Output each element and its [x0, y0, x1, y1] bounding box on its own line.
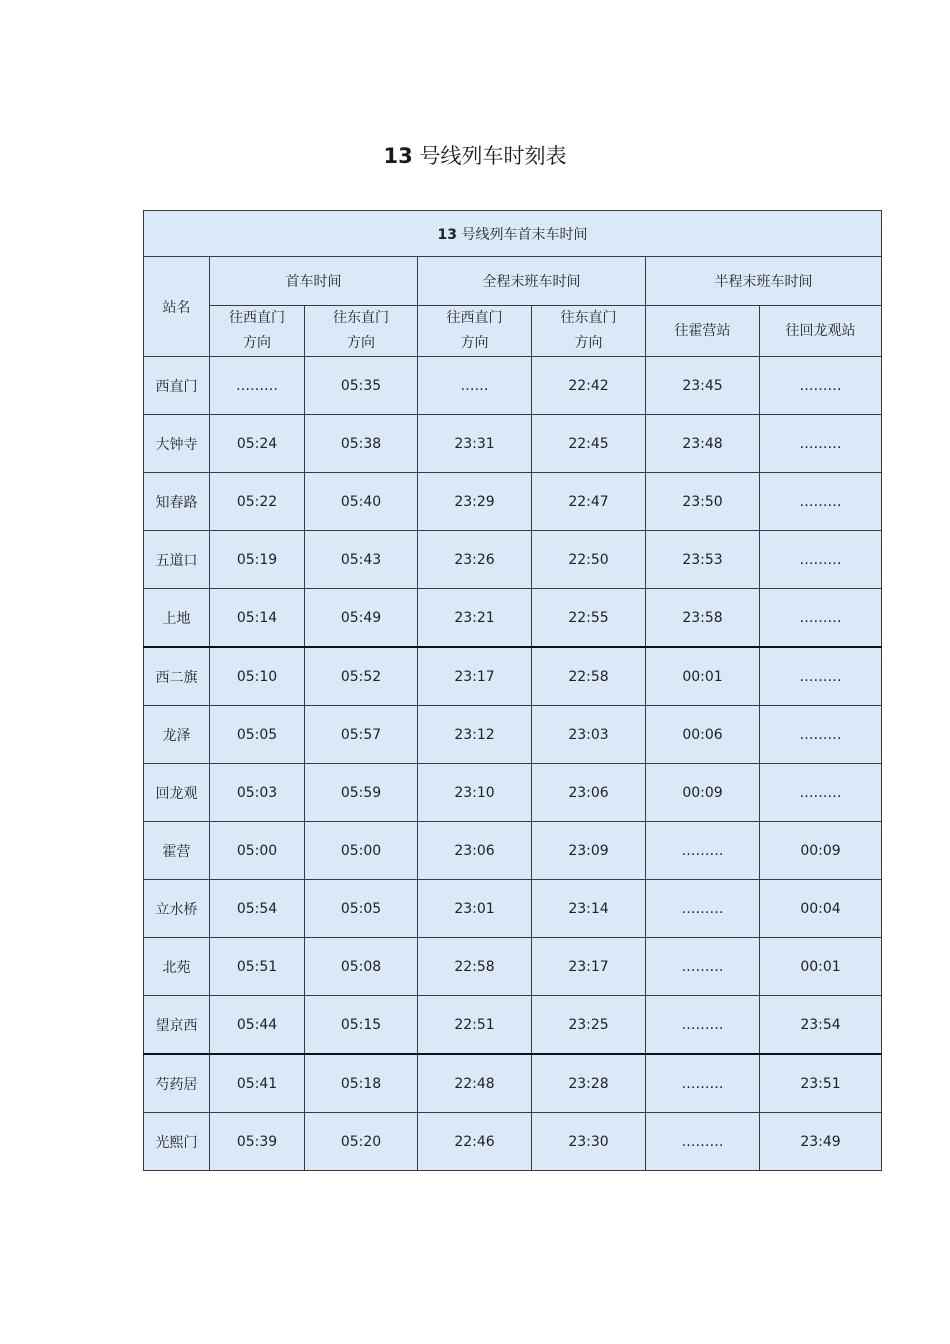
time-cell: 23:10	[418, 764, 532, 822]
time-cell: 23:01	[418, 880, 532, 938]
table-row	[144, 415, 882, 473]
time-cell: ………	[646, 1113, 760, 1171]
time-cell: 23:26	[418, 531, 532, 589]
sub-header-half-huilongguan: 往回龙观站	[760, 306, 882, 357]
time-cell: 23:53	[646, 531, 760, 589]
time-cell: 00:01	[760, 938, 882, 996]
time-cell: 05:24	[210, 415, 305, 473]
time-cell: ………	[646, 822, 760, 880]
station-name-cell: 霍营	[144, 822, 210, 880]
time-cell: 00:04	[760, 880, 882, 938]
time-cell: 00:06	[646, 706, 760, 764]
sub-header-line: 方向	[243, 335, 271, 351]
time-cell: 23:54	[760, 996, 882, 1055]
time-cell: 23:58	[646, 589, 760, 648]
sub-header-row	[144, 306, 882, 357]
station-name-cell: 光熙门	[144, 1113, 210, 1171]
time-cell: 05:00	[210, 822, 305, 880]
page-title-text: 号线列车时刻表	[419, 144, 567, 168]
time-cell: 05:38	[305, 415, 418, 473]
time-cell: 22:55	[532, 589, 646, 648]
time-cell: 05:14	[210, 589, 305, 648]
time-cell: 23:03	[532, 706, 646, 764]
time-cell: 23:51	[760, 1054, 882, 1113]
station-name-cell: 西二旗	[144, 647, 210, 706]
time-cell: 05:08	[305, 938, 418, 996]
station-name-cell: 知春路	[144, 473, 210, 531]
sub-header-line: 往东直门	[560, 310, 617, 326]
time-cell: 23:45	[646, 357, 760, 415]
time-cell: 22:42	[532, 357, 646, 415]
table-row	[144, 589, 882, 648]
time-cell: 23:14	[532, 880, 646, 938]
time-cell: 22:58	[418, 938, 532, 996]
time-cell: 00:09	[760, 822, 882, 880]
sub-header-line: 方向	[460, 335, 489, 351]
table-row	[144, 647, 882, 706]
time-cell: 05:51	[210, 938, 305, 996]
sub-header-line: 方向	[574, 335, 603, 351]
time-cell: 23:12	[418, 706, 532, 764]
time-cell: 05:41	[210, 1054, 305, 1113]
time-cell: ………	[760, 531, 882, 589]
time-cell: 23:30	[532, 1113, 646, 1171]
group-header-row	[144, 257, 882, 306]
time-cell: ………	[646, 880, 760, 938]
timetable	[143, 210, 882, 1171]
table-row	[144, 531, 882, 589]
time-cell: 00:01	[646, 647, 760, 706]
time-cell: ……	[418, 357, 532, 415]
sub-header-first-east	[305, 306, 418, 357]
time-cell: 22:51	[418, 996, 532, 1055]
time-cell: 22:46	[418, 1113, 532, 1171]
page-title-number: 13	[383, 144, 413, 168]
table-row	[144, 706, 882, 764]
time-cell: 23:49	[760, 1113, 882, 1171]
time-cell: 23:25	[532, 996, 646, 1055]
time-cell: ………	[760, 764, 882, 822]
table-row	[144, 1113, 882, 1171]
station-name-cell: 北苑	[144, 938, 210, 996]
time-cell: 22:45	[532, 415, 646, 473]
station-name-cell: 五道口	[144, 531, 210, 589]
table-row	[144, 357, 882, 415]
station-name-cell: 立水桥	[144, 880, 210, 938]
time-cell: 22:50	[532, 531, 646, 589]
time-cell: 05:35	[305, 357, 418, 415]
group-header-first-train: 首车时间	[210, 257, 418, 306]
time-cell: 23:09	[532, 822, 646, 880]
time-cell: 23:17	[418, 647, 532, 706]
time-cell: 05:44	[210, 996, 305, 1055]
table-row	[144, 938, 882, 996]
time-cell: ………	[760, 415, 882, 473]
time-cell: 05:05	[210, 706, 305, 764]
time-cell: 05:18	[305, 1054, 418, 1113]
time-cell: 05:43	[305, 531, 418, 589]
time-cell: 05:10	[210, 647, 305, 706]
station-name-cell: 龙泽	[144, 706, 210, 764]
time-cell: 23:50	[646, 473, 760, 531]
table-row	[144, 764, 882, 822]
time-cell: 00:09	[646, 764, 760, 822]
time-cell: ………	[210, 357, 305, 415]
sub-header-line: 往东直门	[333, 310, 389, 326]
sub-header-line: 往西直门	[229, 310, 285, 326]
time-cell: 22:58	[532, 647, 646, 706]
time-cell: 23:29	[418, 473, 532, 531]
time-cell: 05:52	[305, 647, 418, 706]
group-header-last-full: 全程末班车时间	[418, 257, 646, 306]
table-title-text: 号线列车首末车时间	[461, 226, 588, 243]
sub-header-line: 方向	[347, 335, 375, 351]
time-cell: 23:31	[418, 415, 532, 473]
station-column-header: 站名	[144, 257, 210, 357]
time-cell: 05:59	[305, 764, 418, 822]
time-cell: 05:19	[210, 531, 305, 589]
station-name-cell: 回龙观	[144, 764, 210, 822]
time-cell: 05:03	[210, 764, 305, 822]
time-cell: ………	[646, 1054, 760, 1113]
sub-header-first-west	[210, 306, 305, 357]
time-cell: ………	[760, 706, 882, 764]
time-cell: ………	[760, 589, 882, 648]
time-cell: 05:20	[305, 1113, 418, 1171]
time-cell: 05:40	[305, 473, 418, 531]
table-row	[144, 822, 882, 880]
time-cell: ………	[646, 996, 760, 1055]
time-cell: 23:06	[532, 764, 646, 822]
time-cell: 22:48	[418, 1054, 532, 1113]
group-header-last-half: 半程末班车时间	[646, 257, 882, 306]
time-cell: 23:17	[532, 938, 646, 996]
station-name-cell: 芍药居	[144, 1054, 210, 1113]
time-cell: 05:57	[305, 706, 418, 764]
time-cell: 05:22	[210, 473, 305, 531]
station-name-cell: 上地	[144, 589, 210, 648]
time-cell: 22:47	[532, 473, 646, 531]
sub-header-full-west	[418, 306, 532, 357]
time-cell: 23:21	[418, 589, 532, 648]
time-cell: 05:15	[305, 996, 418, 1055]
station-name-cell: 西直门	[144, 357, 210, 415]
time-cell: ………	[760, 357, 882, 415]
table-row	[144, 1054, 882, 1113]
time-cell: ………	[760, 647, 882, 706]
time-cell: 23:48	[646, 415, 760, 473]
station-name-cell: 望京西	[144, 996, 210, 1055]
table-title-number: 13	[437, 226, 458, 243]
time-cell: 05:49	[305, 589, 418, 648]
time-cell: ………	[760, 473, 882, 531]
table-row	[144, 880, 882, 938]
table-row	[144, 996, 882, 1055]
time-cell: 23:06	[418, 822, 532, 880]
time-cell: 05:39	[210, 1113, 305, 1171]
time-cell: ………	[646, 938, 760, 996]
time-cell: 23:28	[532, 1054, 646, 1113]
page-title	[0, 141, 950, 171]
time-cell: 05:00	[305, 822, 418, 880]
table-title-row	[144, 211, 882, 257]
time-cell: 05:54	[210, 880, 305, 938]
sub-header-full-east	[532, 306, 646, 357]
sub-header-line: 往西直门	[446, 310, 503, 326]
table-row	[144, 473, 882, 531]
table-title	[144, 211, 882, 257]
sub-header-half-huoying: 往霍营站	[646, 306, 760, 357]
time-cell: 05:05	[305, 880, 418, 938]
station-name-cell: 大钟寺	[144, 415, 210, 473]
